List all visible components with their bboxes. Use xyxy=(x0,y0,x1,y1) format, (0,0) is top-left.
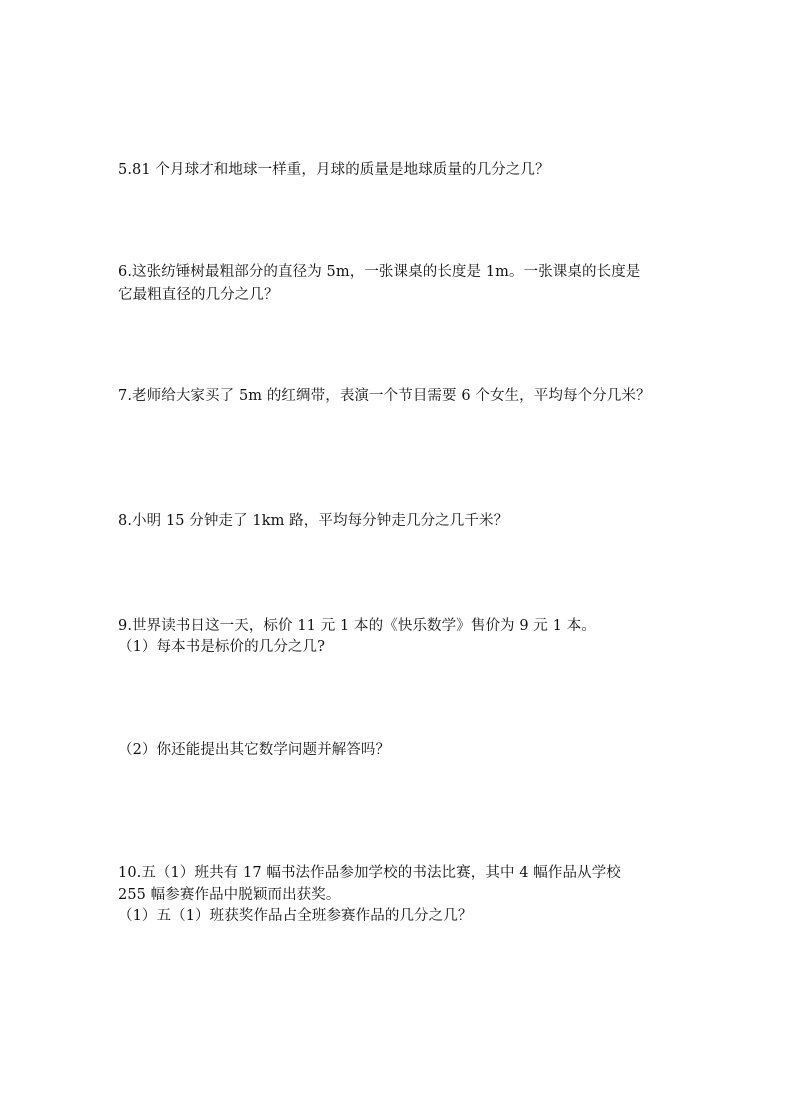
question-9-subquestion-1: （1）每本书是标价的几分之几? xyxy=(118,639,325,655)
question-9-text: 9.世界读书日这一天，标价 11 元 1 本的《快乐数学》售价为 9 元 1 本。 xyxy=(118,618,596,634)
question-6-text-line-1: 6.这张纺锤树最粗部分的直径为 5m，一张课桌的长度是 1m。一张课桌的长度是 xyxy=(118,264,641,280)
question-10-text-line-2: 255 幅参赛作品中脱颖而出获奖。 xyxy=(118,887,341,903)
question-6-text-line-2: 它最粗直径的几分之几？ xyxy=(118,287,279,303)
question-8-text: 8.小明 15 分钟走了 1km 路，平均每分钟走几分之几千米？ xyxy=(118,513,509,529)
question-10-subquestion-1: （1）五（1）班获奖作品占全班参赛作品的几分之几？ xyxy=(118,908,473,924)
question-10-text-line-1: 10.五（1）班共有 17 幅书法作品参加学校的书法比赛，其中 4 幅作品从学校 xyxy=(118,865,621,881)
question-7-text: 7.老师给大家买了 5m 的红绸带，表演一个节目需要 6 个女生，平均每个分几米？ xyxy=(118,388,651,404)
question-9-subquestion-2: （2）你还能提出其它数学问题并解答吗？ xyxy=(118,742,391,758)
question-5-text: 5.81 个月球才和地球一样重，月球的质量是地球质量的几分之几？ xyxy=(118,162,550,178)
